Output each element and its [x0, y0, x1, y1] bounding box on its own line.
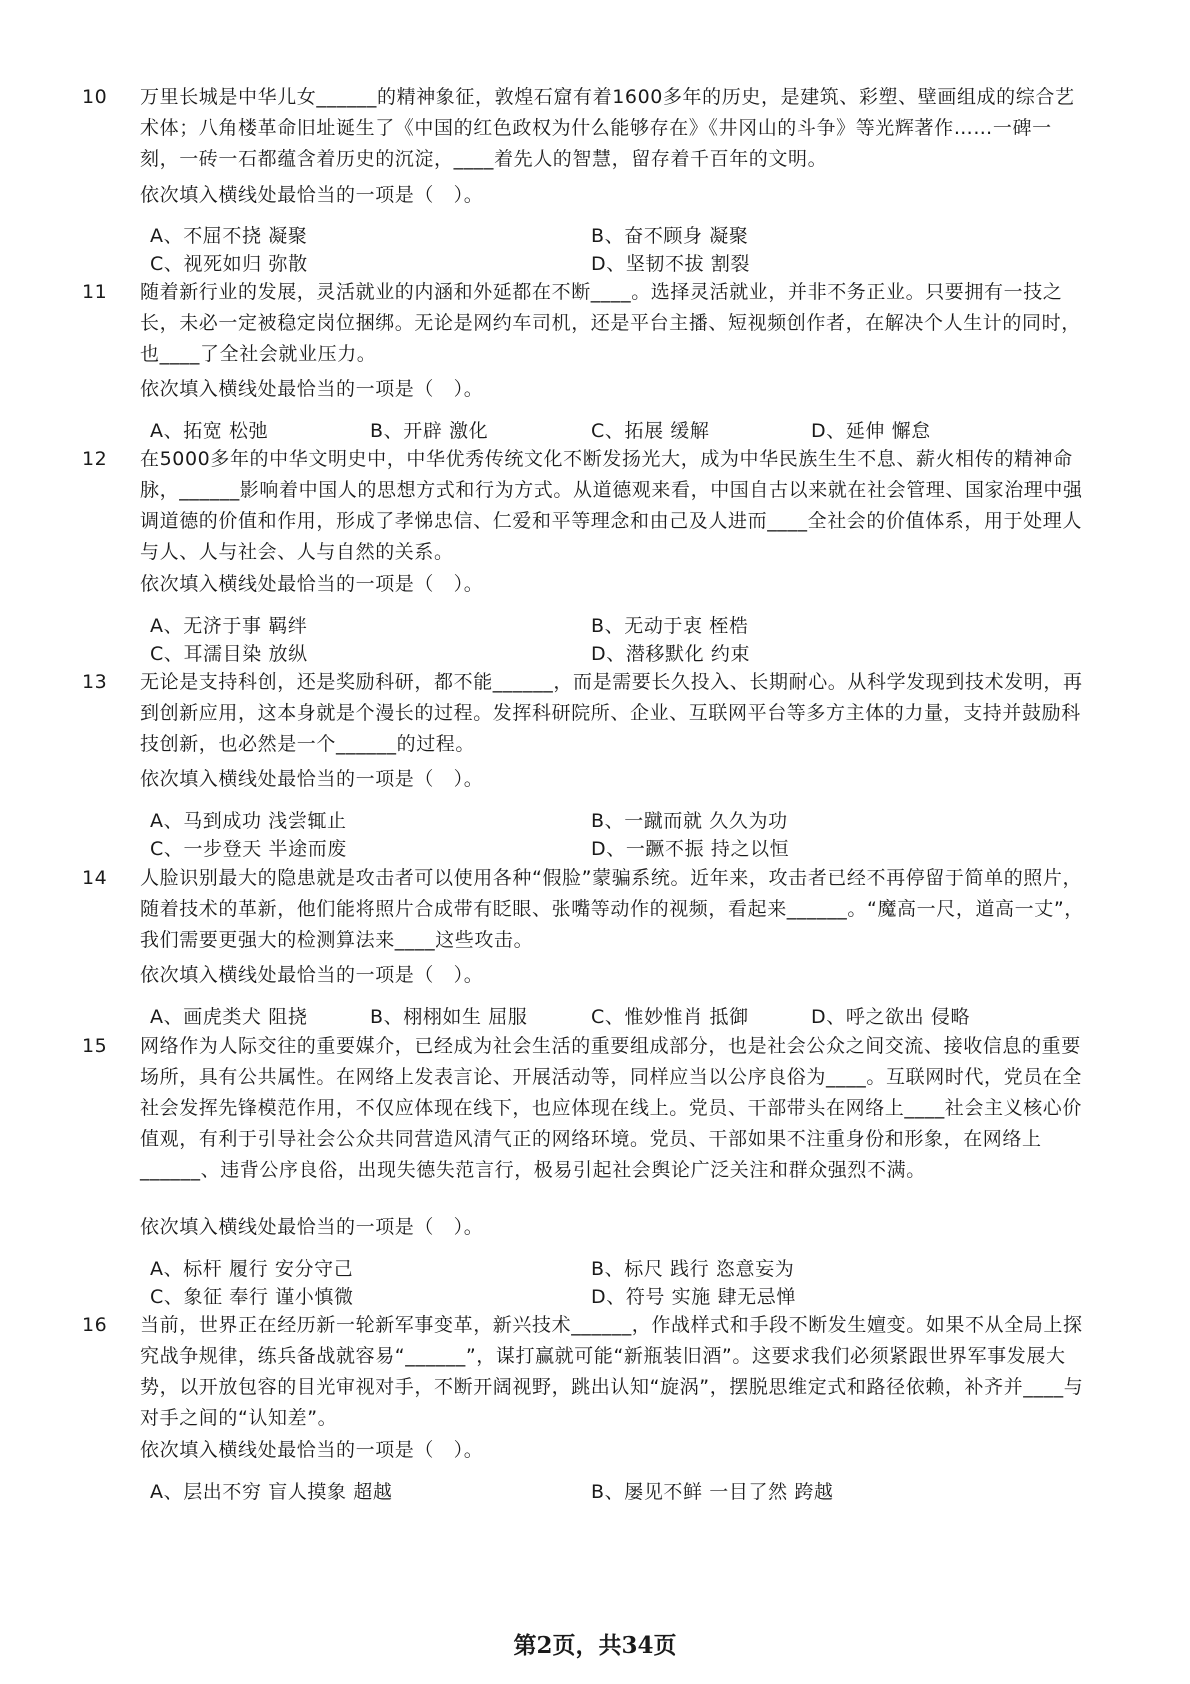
page-footer: 第2页，共34页	[513, 1632, 677, 1659]
option-c: C、拓展 缓解	[591, 420, 710, 442]
question-prompt: 依次填入横线处最恰当的一项是（ ）。	[140, 573, 484, 595]
option-b: B、一蹴而就 久久为功	[591, 810, 788, 832]
option-b: B、标尺 践行 恣意妄为	[591, 1258, 795, 1280]
option-a: A、不屈不挠 凝聚	[150, 225, 308, 247]
question-stem: 无论是支持科创，还是奖励科研，都不能______，而是需要长久投入、长期耐心。从科学发现到技术发明，再到创新应用，这本身就是个漫长的过程。发挥科研院所、企业、互联网平台等多方主体的力量，支持并鼓励科技创新，也必然是一个______的过程。	[140, 671, 1083, 755]
option-a: A、标杆 履行 安分守己	[150, 1258, 354, 1280]
option-b: B、栩栩如生 屈服	[370, 1006, 528, 1028]
question-number: 11	[82, 281, 108, 303]
option-a: A、层出不穷 盲人摸象 超越	[150, 1481, 393, 1503]
question-stem: 万里长城是中华儿女______的精神象征，敦煌石窟有着1600多年的历史，是建筑、彩塑、壁画组成的综合艺术体；八角楼革命旧址诞生了《中国的红色政权为什么能够存在》《井冈山的斗争》等光辉著作……一碑一刻，一砖一石都蕴含着历史的沉淀，____着先人的智慧，留存着千百年的文明。	[140, 86, 1075, 170]
question-number: 15	[82, 1035, 108, 1057]
question-stem: 网络作为人际交往的重要媒介，已经成为社会生活的重要组成部分，也是社会公众之间交流、接收信息的重要场所，具有公共属性。在网络上发表言论、开展活动等，同样应当以公序良俗为____。互联网时代，党员在全社会发挥先锋模范作用，不仅应体现在线下，也应体现在线上。党员、干部带头在网络上____社会主义核心价值观，有利于引导社会公众共同营造风清气正的网络环境。党员、干部如果不注重身份和形象，在网络上______、违背公序良俗，出现失德失范言行，极易引起社会舆论广泛关注和群众强烈不满。	[140, 1035, 1083, 1181]
question-number: 16	[82, 1314, 108, 1336]
question-number: 14	[82, 867, 108, 889]
question-prompt: 依次填入横线处最恰当的一项是（ ）。	[140, 1216, 484, 1238]
option-d: D、呼之欲出 侵略	[811, 1006, 971, 1028]
option-c: C、惟妙惟肖 抵御	[591, 1006, 749, 1028]
question-prompt: 依次填入横线处最恰当的一项是（ ）。	[140, 378, 484, 400]
option-d: D、符号 实施 肆无忌惮	[591, 1286, 796, 1308]
question-stem: 在5000多年的中华文明史中，中华优秀传统文化不断发扬光大，成为中华民族生生不息、薪火相传的精神命脉，______影响着中国人的思想方式和行为方式。从道德观来看，中国自古以来就在社会管理、国家治理中强调道德的价值和作用，形成了孝悌忠信、仁爱和平等理念和由己及人进而____全社会的价值体系，用于处理人与人、人与社会、人与自然的关系。	[140, 448, 1083, 563]
question-number: 13	[82, 671, 108, 693]
option-a: A、无济于事 羁绊	[150, 615, 308, 637]
question-number: 12	[82, 448, 108, 470]
question-prompt: 依次填入横线处最恰当的一项是（ ）。	[140, 964, 484, 986]
option-c: C、耳濡目染 放纵	[150, 643, 308, 665]
question-stem: 当前，世界正在经历新一轮新军事变革，新兴技术______，作战样式和手段不断发生嬗变。如果不从全局上探究战争规律，练兵备战就容易“______”，谋打赢就可能“新瓶装旧酒”。这要求我们必须紧跟世界军事发展大势，以开放包容的目光审视对手，不断开阔视野，跳出认知“旋涡”，摆脱思维定式和路径依赖，补齐并____与对手之间的“认知差”。	[140, 1314, 1084, 1429]
question-prompt: 依次填入横线处最恰当的一项是（ ）。	[140, 184, 484, 206]
question-number: 10	[82, 86, 108, 108]
option-b: B、开辟 激化	[370, 420, 489, 442]
question-prompt: 依次填入横线处最恰当的一项是（ ）。	[140, 768, 484, 790]
option-c: C、视死如归 弥散	[150, 253, 308, 275]
option-b: B、屡见不鲜 一目了然 跨越	[591, 1481, 834, 1503]
question-stem: 随着新行业的发展，灵活就业的内涵和外延都在不断____。选择灵活就业，并非不务正业。只要拥有一技之长，未必一定被稳定岗位捆绑。无论是网约车司机，还是平台主播、短视频创作者，在解决个人生计的同时，也____了全社会就业压力。	[140, 281, 1081, 365]
option-d: D、一蹶不振 持之以恒	[591, 838, 790, 860]
option-d: D、坚韧不拔 割裂	[591, 253, 751, 275]
option-c: C、一步登天 半途而废	[150, 838, 347, 860]
option-a: A、画虎类犬 阻挠	[150, 1006, 308, 1028]
question-stem: 人脸识别最大的隐患就是攻击者可以使用各种“假脸”蒙骗系统。近年来，攻击者已经不再停留于简单的照片，随着技术的革新，他们能将照片合成带有眨眼、张嘴等动作的视频，看起来______。“魔高一尺，道高一丈”，我们需要更强大的检测算法来____这些攻击。	[140, 867, 1084, 951]
option-b: B、无动于衷 桎梏	[591, 615, 749, 637]
option-b: B、奋不顾身 凝聚	[591, 225, 749, 247]
option-a: A、拓宽 松弛	[150, 420, 269, 442]
question-prompt: 依次填入横线处最恰当的一项是（ ）。	[140, 1439, 484, 1461]
option-a: A、马到成功 浅尝辄止	[150, 810, 347, 832]
option-d: D、延伸 懈怠	[811, 420, 931, 442]
option-d: D、潜移默化 约束	[591, 643, 751, 665]
option-c: C、象征 奉行 谨小慎微	[150, 1286, 354, 1308]
